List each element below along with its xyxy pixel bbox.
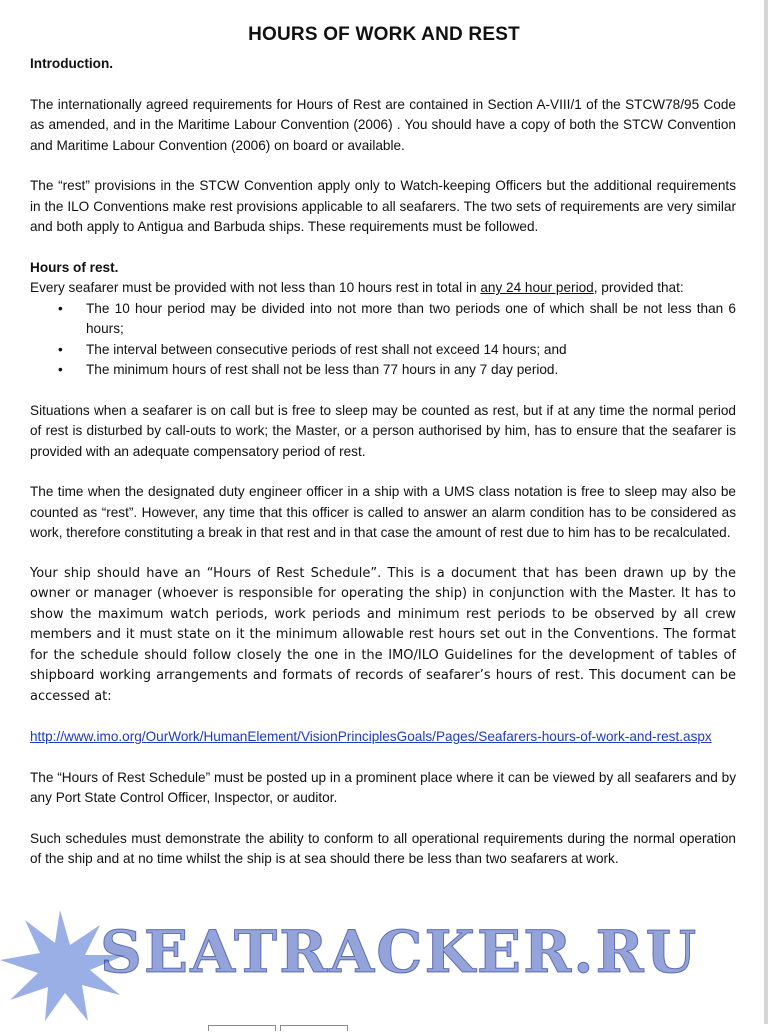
rest-intro-a: Every seafarer must be provided with not less than 10 hours rest in total in: [30, 280, 481, 295]
watermark-text: SEATRACKER.RU: [100, 918, 699, 986]
document-title: HOURS OF WORK AND REST: [248, 24, 520, 45]
footer-tab: [280, 1025, 348, 1031]
demonstrate-paragraph: Such schedules must demonstrate the ability to conform to all operational requirements during the normal operation of the ship and at no time whilst the ship is at sea should there be less than two seafarers at work.: [30, 830, 736, 866]
list-item: • The 10 hour period may be divided into not more than two periods one of which shall be not less than 6 hours;: [86, 299, 736, 340]
ums-paragraph: The time when the designated duty engineer officer in a ship with a UMS class notation is free to sleep may also be counted as “rest”. However, any time that this officer is called to answer an alarm condition has to be considered as work, therefore constituting a break in that rest and in that case the amount of rest due to him has to be recalculated.: [30, 484, 736, 540]
rest-heading: Hours of rest.: [30, 259, 119, 275]
intro-paragraph-1: The internationally agreed requirements for Hours of Rest are contained in Section A-VIII/1 of the STCW78/95 Code as amended, and in the Maritime Labour Convention (2006) . You should have a copy of both the STCW Convention and Maritime Labour Convention (2006) on board or available.: [30, 96, 736, 153]
rest-bullet-list: [30, 299, 736, 381]
intro-paragraph-2: The “rest” provisions in the STCW Convention apply only to Watch-keeping Officers but the additional requirements in the ILO Conventions make rest provisions applicable to all seafarers. The two sets of requirements are very similar and both apply to Antigua and Barbuda ships. These requirements must be followed.: [30, 178, 736, 234]
rest-intro-b: , provided that:: [593, 280, 684, 295]
document-body: [30, 54, 736, 870]
on-call-paragraph: Situations when a seafarer is on call but is free to sleep may be counted as rest, but if at any time the normal period of rest is disturbed by call-outs to work; the Master, or a person authorised by him, has to ensure that the seafarer is provided with an adequate compensatory period of rest.: [30, 402, 736, 459]
posted-paragraph: The “Hours of Rest Schedule” must be posted up in a prominent place where it can be viewed by all seafarers and by any Port State Control Officer, Inspector, or auditor.: [30, 769, 736, 805]
list-item: • The minimum hours of rest shall not be less than 77 hours in any 7 day period.: [86, 360, 736, 381]
rest-intro: [30, 278, 736, 299]
rest-intro-underlined: any 24 hour period: [480, 280, 594, 295]
imo-guidelines-link[interactable]: http://www.imo.org/OurWork/HumanElement/VisionPrinciplesGoals/Pages/Seafarers-hours-of-work-and-rest.aspx: [30, 729, 712, 744]
footer-tab: [208, 1025, 276, 1031]
intro-heading: Introduction.: [30, 56, 114, 71]
footer-tabs: [208, 1018, 388, 1024]
schedule-paragraph: Your ship should have an “Hours of Rest Schedule”. This is a document that has been drawn up by the owner or manager (whoever is responsible for operating the ship) in conjunction with the Master. It has to show the maximum watch periods, work periods and minimum rest periods to be observed by all crew members and it must state on it the minimum allowable rest hours set out in the Conventions. The format for the schedule should follow closely the one in the IMO/ILO Guidelines for the development of tables of shipboard working arrangements and formats of records of seafarer’s hours of rest. This document can be accessed at:: [30, 565, 736, 704]
list-item: • The interval between consecutive periods of rest shall not exceed 14 hours; and: [86, 340, 736, 361]
page-edge: [764, 0, 768, 1024]
